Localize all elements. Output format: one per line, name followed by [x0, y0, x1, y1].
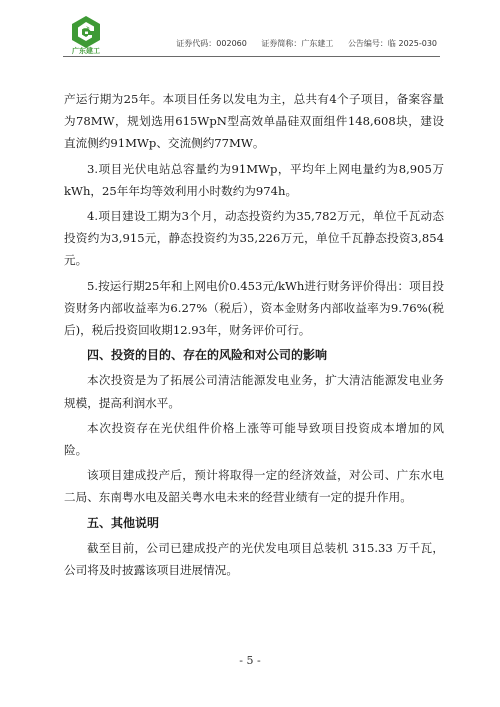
paragraph-effect: 该项目建成投产后，预计将取得一定的经济效益，对公司、广东水电二局、东南粤水电及韶关粤水电未来的经营业绩有一定的提升作用。 — [64, 468, 444, 505]
paragraph-item-3: 3.项目光伏电站总容量约为91MWp，平均年上网电量约为8,905万kWh，25年年均等效利用小时数约为974h。 — [64, 161, 444, 198]
paragraph-intro: 产运行期为25年。本项目任务以发电为主，总共有4个子项目，备案容量为78MW，规划选用615WpN型高效单晶硅双面组件148,608块，建设直流侧约91MWp、交流侧约77MW。 — [64, 92, 444, 151]
header-divider — [63, 56, 440, 57]
paragraph-risk: 本次投资存在光伏组件价格上涨等可能导致项目投资成本增加的风险。 — [64, 420, 444, 458]
page-header — [0, 0, 500, 60]
securities-abbreviation: 证券简称：广东建工 — [261, 39, 334, 48]
paragraph-item-4: 4.项目建设工期为3个月，动态投资约为35,782万元，单位千瓦动态投资约为3,915元，静态投资约为35,226万元，单位千瓦静态投资3,854元。 — [64, 209, 444, 268]
paragraph-purpose: 本次投资是为了拓展公司清洁能源发电业务，扩大清洁能源发电业务规模，提高利润水平。 — [64, 373, 444, 410]
section-heading-5: 五、其他说明 — [87, 515, 160, 530]
page-number: - 5 - — [239, 654, 261, 667]
document-body — [64, 88, 444, 581]
header-info — [164, 38, 437, 49]
logo-text: 广东建工 — [72, 47, 100, 55]
paragraph-other: 截至目前，公司已建成投产的光伏发电项目总装机 315.33 万千瓦，公司将及时披露该项目进展情况。 — [64, 540, 444, 578]
section-heading-4: 四、投资的目的、存在的风险和对公司的影响 — [87, 348, 328, 363]
securities-code: 证券代码：002060 — [176, 39, 247, 48]
announcement-number: 公告编号：临 2025-030 — [347, 39, 437, 48]
paragraph-item-5: 5.按运行期25年和上网电价0.453元/kWh进行财务评价得出：项目投资财务内部收益率为6.27%（税后），资本金财务内部收益率为9.76%(税后)，税后投资回收期12.93年，财务评价可行。 — [64, 278, 444, 338]
